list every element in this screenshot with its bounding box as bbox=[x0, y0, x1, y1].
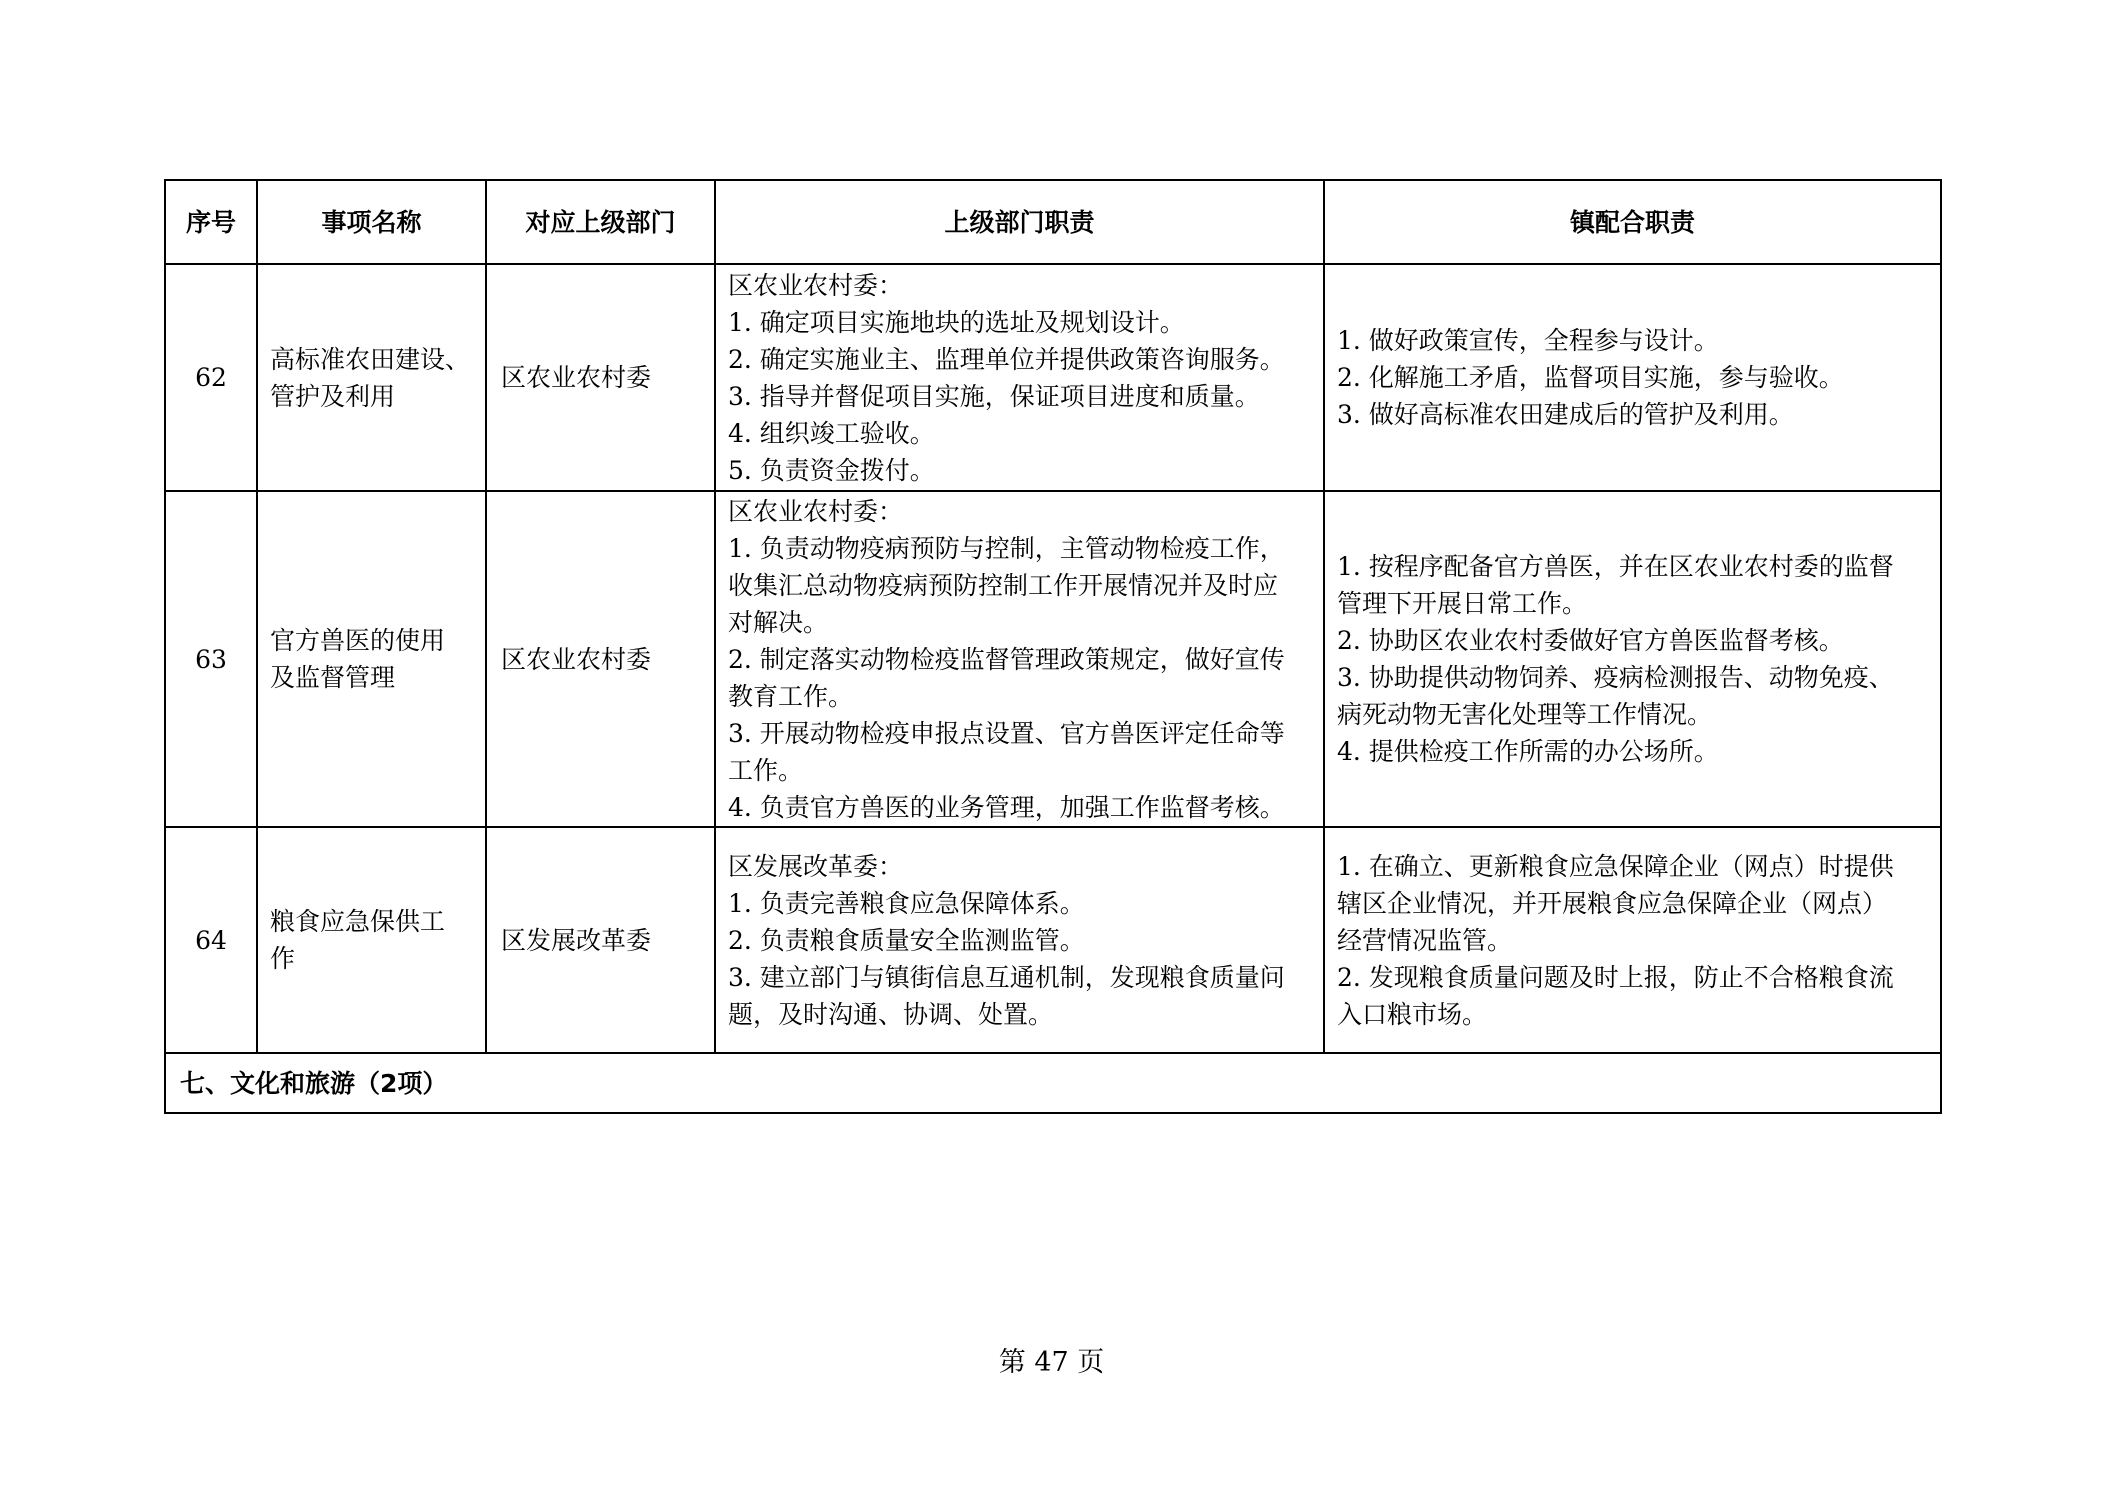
header-superior-dept: 对应上级部门 bbox=[486, 180, 715, 264]
row-number: 63 bbox=[165, 491, 257, 827]
superior-dept: 区发展改革委 bbox=[486, 827, 715, 1053]
superior-dept: 区农业农村委 bbox=[486, 491, 715, 827]
header-superior-duty: 上级部门职责 bbox=[715, 180, 1324, 264]
row-number: 62 bbox=[165, 264, 257, 491]
superior-duty: 区农业农村委： 1. 确定项目实施地块的选址及规划设计。 2. 确定实施业主、监理单位并提供政策咨询服务。 3. 指导并督促项目实施，保证项目进度和质量。 4. 组织竣工验收。 5. 负责资金拨付。 bbox=[715, 264, 1324, 491]
item-name: 高标准农田建设、 管护及利用 bbox=[257, 264, 486, 491]
item-name: 官方兽医的使用 及监督管理 bbox=[257, 491, 486, 827]
header-item-name: 事项名称 bbox=[257, 180, 486, 264]
page-number: 第 47 页 bbox=[998, 1347, 1105, 1378]
responsibility-table bbox=[164, 179, 1942, 1114]
town-duty: 1. 做好政策宣传，全程参与设计。 2. 化解施工矛盾，监督项目实施，参与验收。 3. 做好高标准农田建成后的管护及利用。 bbox=[1324, 264, 1941, 491]
town-duty: 1. 按程序配备官方兽医，并在区农业农村委的监督 管理下开展日常工作。 2. 协助区农业农村委做好官方兽医监督考核。 3. 协助提供动物饲养、疫病检测报告、动物免疫、 病死动物无害化处理等工作情况。 4. 提供检疫工作所需的办公场所。 bbox=[1324, 491, 1941, 827]
section-title: 七、文化和旅游（2项） bbox=[165, 1053, 1941, 1113]
town-duty: 1. 在确立、更新粮食应急保障企业（网点）时提供 辖区企业情况，并开展粮食应急保障企业（网点） 经营情况监管。 2. 发现粮食质量问题及时上报，防止不合格粮食流 入口粮市场。 bbox=[1324, 827, 1941, 1053]
header-town-duty: 镇配合职责 bbox=[1324, 180, 1941, 264]
row-number: 64 bbox=[165, 827, 257, 1053]
table-row bbox=[165, 264, 1941, 491]
header-number: 序号 bbox=[165, 180, 257, 264]
table-header-row bbox=[165, 180, 1941, 264]
superior-duty: 区发展改革委： 1. 负责完善粮食应急保障体系。 2. 负责粮食质量安全监测监管。 3. 建立部门与镇街信息互通机制，发现粮食质量问 题，及时沟通、协调、处置。 bbox=[715, 827, 1324, 1053]
table-row bbox=[165, 491, 1941, 827]
superior-dept: 区农业农村委 bbox=[486, 264, 715, 491]
section-row bbox=[165, 1053, 1941, 1113]
superior-duty: 区农业农村委： 1. 负责动物疫病预防与控制，主管动物检疫工作， 收集汇总动物疫病预防控制工作开展情况并及时应 对解决。 2. 制定落实动物检疫监督管理政策规定，做好宣传 教育工作。 3. 开展动物检疫申报点设置、官方兽医评定任命等 工作。 4. 负责官方兽医的业务管理，加强工作监督考核。 bbox=[715, 491, 1324, 827]
table-row bbox=[165, 827, 1941, 1053]
item-name: 粮食应急保供工 作 bbox=[257, 827, 486, 1053]
